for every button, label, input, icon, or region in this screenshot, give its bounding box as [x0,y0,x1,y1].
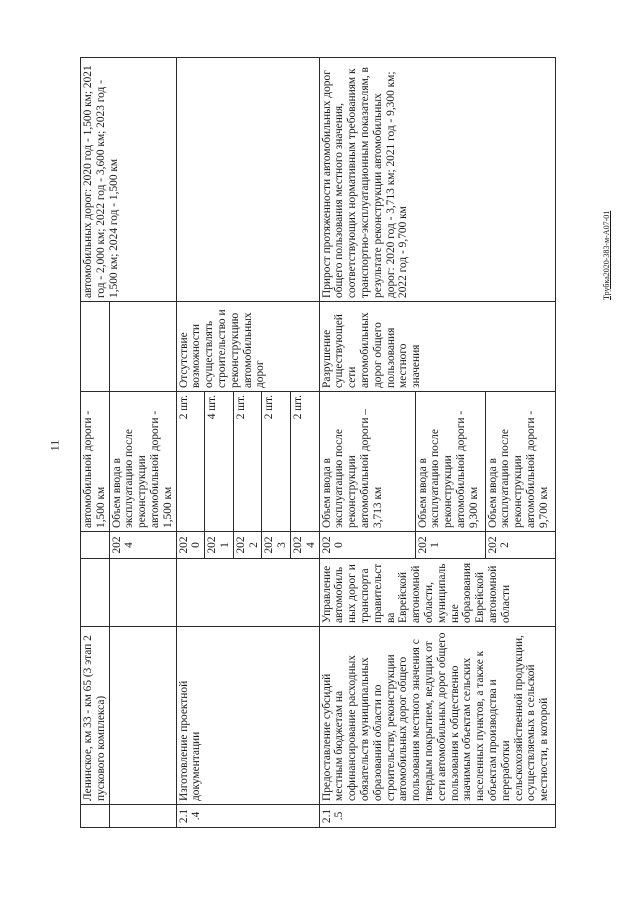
executor-cell [109,559,176,627]
indicator-cell: Объем ввода в эксплуатацию после реконструкции автомобильной дороги - 9,700 км [485,392,555,532]
measure-name: Изготовление проектной документации [176,627,319,805]
measure-name: Предоставление субсидий местным бюджетам на софинансирование расходных обязательств муниципальных образований области по строительству, реконструкции автомобильных дорог общего пользования местного значения с твердым покрытием, ведущих от сети автомобильных дорог общего пользования к общественно значимым объектам сельских населенных пунктов, а также к объектам производства и переработки сельскохозяйственной продукции, осуществляемых в сельской местности, в которой [319,627,555,805]
indicator-cell: автомобильной дороги - 1,500 км [81,392,110,532]
results-cell [176,58,319,302]
program-table [80,57,556,828]
measure-name: Ленинское, км 33 - км 65 (3 этап 2 пускового комплекса) [81,627,110,805]
rotated-document [80,58,585,828]
risk-cell: Разрушение существующей сети автомобильных дорог общего пользования местного значения [319,302,555,392]
executor-cell: Управление автомобильных дорог и транспорта правительства Еврейской автономной области, муниципальные образования Еврейской автономной области [319,559,555,627]
row-number: 2.1.4 [176,805,319,828]
year-cell: 2021 [415,532,485,559]
indicator-cell: 2 шт. [262,392,291,532]
executor-cell [81,559,110,627]
indicator-cell: Объем ввода в эксплуатацию после реконструкции автомобильной дороги - 9,300 км [415,392,485,532]
measure-name [109,627,176,805]
risk-cell: Отсутствие возможности осуществлять строительство и реконструкцию автомобильных дорог [176,302,319,392]
table-row [176,58,205,828]
row-number [81,805,110,828]
footer-code: Трубка2020-383-м-A07-01 [602,210,611,300]
indicator-cell: Объем ввода в эксплуатацию после реконструкции автомобильной дороги – 3,713 км [319,392,415,532]
year-cell: 2024 [290,532,319,559]
table-row [319,58,415,828]
year-cell: 2024 [109,532,176,559]
indicator-cell: 2 шт. [290,392,319,532]
year-cell: 2022 [233,532,262,559]
results-cell: автомобильных дорог: 2020 год - 1,500 км; 2021 год - 2,000 км; 2022 год - 3,600 км; 2023 год - 1,500 км; 2024 год - 1,500 км [81,58,177,302]
risk-cell [109,302,176,392]
year-cell: 2020 [176,532,205,559]
row-number: 2.1.5 [319,805,555,828]
page-number: 11 [47,439,62,452]
executor-cell [176,559,319,627]
row-number [109,805,176,828]
risk-cell [81,302,110,392]
indicator-cell: 4 шт. [205,392,234,532]
indicator-cell: Объем ввода в эксплуатацию после реконструкции автомобильной дороги - 1,500 км [109,392,176,532]
year-cell: 2020 [319,532,415,559]
indicator-cell: 2 шт. [176,392,205,532]
year-cell: 2022 [485,532,555,559]
year-cell [81,532,110,559]
results-cell: Прирост протяженности автомобильных дорог общего пользования местного значения, соответствующих нормативным требованиям к транспортно-эксплуатационным показателям, в результате реконструкции автомобильных дорог: 2020 год - 3,713 км; 2021 год - 9,300 км; 2022 год - 9,700 км [319,58,555,302]
table-row [81,58,110,828]
year-cell: 2023 [262,532,291,559]
indicator-cell: 2 шт. [233,392,262,532]
year-cell: 2021 [205,532,234,559]
